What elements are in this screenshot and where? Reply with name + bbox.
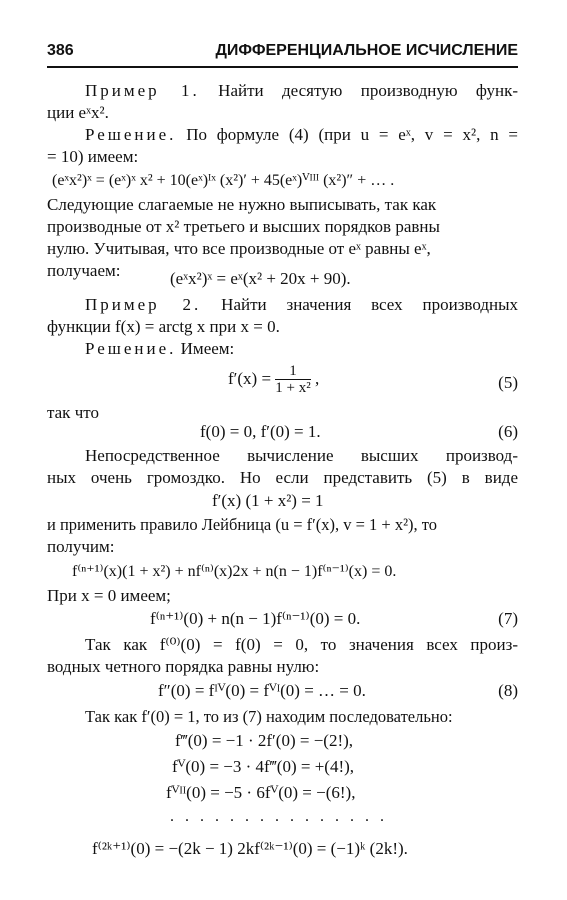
text-line: По формуле (4) (при u = eˣ, v = x², n = bbox=[186, 125, 518, 144]
equation-6: f(0) = 0, f′(0) = 1. bbox=[200, 422, 321, 441]
text-line: Найти десятую производную функ- bbox=[218, 81, 518, 100]
equation-7: f⁽ⁿ⁺¹⁾(0) + n(n − 1)f⁽ⁿ⁻¹⁾(0) = 0. bbox=[150, 609, 361, 628]
sequence-line-2: fⱽ(0) = −3 · 4f‴(0) = +(4!), bbox=[172, 757, 355, 776]
text-line: водных четного порядка равны нулю: bbox=[47, 657, 320, 676]
equation-number-8: (8) bbox=[498, 681, 518, 700]
fraction bbox=[275, 363, 310, 397]
text-line: так что bbox=[47, 403, 99, 422]
equation-result: (eˣx²)ˣ = eˣ(x² + 20x + 90). bbox=[170, 269, 351, 288]
ellipsis-row: ............... bbox=[170, 808, 395, 825]
equation-8: f″(0) = fᴵⱽ(0) = fⱽᴵ(0) = … = 0. bbox=[158, 681, 366, 700]
text-line: получим: bbox=[47, 537, 115, 556]
sequence-line-1: f‴(0) = −1 · 2f′(0) = −(2!), bbox=[175, 731, 354, 750]
text-line: Следующие слагаемые не нужно выписывать, так как bbox=[47, 195, 437, 214]
equation-number-6: (6) bbox=[498, 422, 518, 441]
equation-product: f′(x) (1 + x²) = 1 bbox=[212, 491, 324, 510]
sequence-line-3: fⱽᴵᴵ(0) = −5 · 6fⱽ(0) = −(6!), bbox=[166, 783, 356, 802]
solution-label: Решение. bbox=[85, 125, 177, 144]
example-1-heading bbox=[85, 80, 518, 102]
text-line: Так как f′(0) = 1, то из (7) находим последовательно: bbox=[85, 707, 453, 726]
example-label: Пример 1. bbox=[85, 81, 200, 100]
chapter-title: ДИФФЕРЕНЦИАЛЬНОЕ ИСЧИСЛЕНИЕ bbox=[215, 42, 518, 59]
text-line: и применить правило Лейбница (u = f′(x), v = 1 + x²), то bbox=[47, 515, 438, 534]
eq5-tail: , bbox=[315, 368, 320, 388]
equation-number-7: (7) bbox=[498, 609, 518, 628]
example-label: Пример 2. bbox=[85, 295, 202, 314]
numerator: 1 bbox=[275, 363, 310, 380]
equation-5 bbox=[228, 363, 319, 397]
page-number: 386 bbox=[47, 42, 74, 59]
text-line: При x = 0 имеем; bbox=[47, 586, 171, 605]
equation-leibniz-example: (eˣx²)ˣ = (eˣ)ˣ x² + 10(eˣ)ᴵˣ (x²)′ + 45(eˣ)ⱽᴵᴵᴵ (x²)″ + … . bbox=[52, 172, 395, 189]
denominator: 1 + x² bbox=[275, 380, 311, 396]
text-line: функции f(x) = arctg x при x = 0. bbox=[47, 317, 280, 336]
text-line: = 10) имеем: bbox=[47, 147, 139, 166]
text-line: Имеем: bbox=[180, 339, 235, 358]
header-rule bbox=[47, 66, 518, 68]
eq5-left: f′(x) = bbox=[228, 368, 272, 388]
solution-label: Решение. bbox=[85, 339, 177, 358]
text-line: Так как f⁽⁰⁾(0) = f(0) = 0, то значения всех произ- bbox=[85, 635, 518, 654]
text-line: производные от x² третьего и высших порядков равны bbox=[47, 217, 440, 236]
text-line: ции eˣx². bbox=[47, 103, 109, 122]
text-line: Найти значения всех производных bbox=[221, 295, 518, 314]
text-line: ных очень громоздко. Но если представить (5) в виде bbox=[47, 468, 518, 487]
page-header bbox=[47, 42, 518, 64]
equation-general: f⁽²ᵏ⁺¹⁾(0) = −(2k − 1) 2kf⁽²ᵏ⁻¹⁾(0) = (−1)ᵏ (2k!). bbox=[92, 839, 408, 858]
solution-2-heading bbox=[85, 338, 518, 360]
text-line: Непосредственное вычисление высших производ- bbox=[85, 446, 518, 465]
equation-leibniz: f⁽ⁿ⁺¹⁾(x)(1 + x²) + nf⁽ⁿ⁾(x)2x + n(n − 1)f⁽ⁿ⁻¹⁾(x) = 0. bbox=[72, 563, 397, 580]
text-line: получаем: bbox=[47, 261, 121, 280]
text-line: нулю. Учитывая, что все производные от eˣ равны eˣ, bbox=[47, 239, 431, 258]
example-2-heading bbox=[85, 294, 518, 316]
solution-1-heading bbox=[85, 124, 518, 146]
equation-number-5: (5) bbox=[498, 373, 518, 392]
